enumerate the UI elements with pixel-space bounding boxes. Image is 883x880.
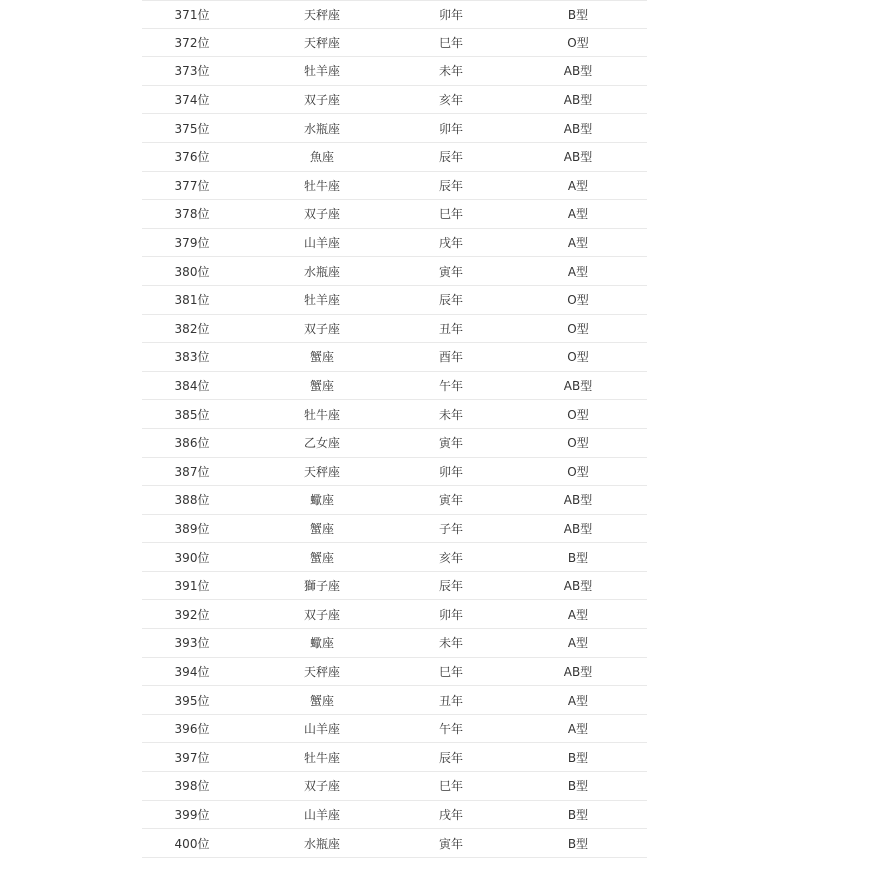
rank-cell: 381位 [174,293,210,308]
rank-cell: 373位 [174,64,210,79]
blood-type-cell: A型 [567,636,589,651]
zodiac-sign-cell: 天秤座 [303,664,340,679]
blood-type-cell: AB型 [563,64,593,79]
zodiac-sign-cell: 双子座 [303,321,340,336]
rank-cell: 393位 [174,636,210,651]
rank-cell: 382位 [174,321,210,336]
table-row [142,772,647,801]
zodiac-year-cell: 寅年 [438,436,463,451]
zodiac-year-cell: 未年 [438,64,463,79]
rank-cell: 398位 [174,779,210,794]
rank-cell: 399位 [174,807,210,822]
table-row [142,629,647,658]
zodiac-sign-cell: 双子座 [303,207,340,222]
rank-cell: 383位 [174,350,210,365]
table-row [142,29,647,58]
rank-cell: 374位 [174,93,210,108]
table-row [142,429,647,458]
zodiac-sign-cell: 魚座 [309,150,334,165]
rank-cell: 385位 [174,407,210,422]
rank-cell: 388位 [174,493,210,508]
blood-type-cell: A型 [567,607,589,622]
zodiac-year-cell: 未年 [438,407,463,422]
table-row [142,343,647,372]
zodiac-sign-cell: 天秤座 [303,7,340,22]
zodiac-sign-cell: 水瓶座 [303,121,340,136]
zodiac-sign-cell: 牡羊座 [303,64,340,79]
rank-cell: 400位 [174,836,210,851]
rank-cell: 372位 [174,35,210,50]
table-row [142,400,647,429]
blood-type-cell: A型 [567,236,589,251]
table-row [142,286,647,315]
table-row [142,658,647,687]
zodiac-year-cell: 亥年 [438,93,463,108]
zodiac-year-cell: 巳年 [438,779,463,794]
zodiac-year-cell: 巳年 [438,664,463,679]
rank-cell: 395位 [174,693,210,708]
rank-cell: 390位 [174,550,210,565]
table-row [142,829,647,858]
zodiac-year-cell: 寅年 [438,493,463,508]
zodiac-year-cell: 辰年 [438,579,463,594]
zodiac-sign-cell: 双子座 [303,779,340,794]
zodiac-year-cell: 辰年 [438,750,463,765]
table-row [142,515,647,544]
zodiac-year-cell: 辰年 [438,293,463,308]
zodiac-sign-cell: 牡牛座 [303,407,340,422]
blood-type-cell: AB型 [563,379,593,394]
zodiac-sign-cell: 蠍座 [309,493,334,508]
blood-type-cell: O型 [567,350,589,365]
ranking-table [142,0,647,858]
zodiac-sign-cell: 水瓶座 [303,836,340,851]
zodiac-year-cell: 午年 [438,722,463,737]
blood-type-cell: B型 [567,7,589,22]
rank-cell: 384位 [174,379,210,394]
rank-cell: 389位 [174,521,210,536]
table-row [142,86,647,115]
zodiac-year-cell: 丑年 [438,693,463,708]
blood-type-cell: A型 [567,722,589,737]
blood-type-cell: A型 [567,693,589,708]
rank-cell: 391位 [174,579,210,594]
zodiac-year-cell: 卯年 [438,607,463,622]
zodiac-year-cell: 寅年 [438,264,463,279]
table-row [142,686,647,715]
zodiac-sign-cell: 牡牛座 [303,178,340,193]
blood-type-cell: A型 [567,178,589,193]
rank-cell: 376位 [174,150,210,165]
table-row [142,715,647,744]
zodiac-sign-cell: 蟹座 [309,379,334,394]
zodiac-year-cell: 辰年 [438,150,463,165]
zodiac-year-cell: 戌年 [438,807,463,822]
rank-cell: 397位 [174,750,210,765]
zodiac-year-cell: 寅年 [438,836,463,851]
zodiac-sign-cell: 牡牛座 [303,750,340,765]
table-row [142,257,647,286]
zodiac-year-cell: 未年 [438,636,463,651]
zodiac-year-cell: 午年 [438,379,463,394]
table-row [142,600,647,629]
zodiac-sign-cell: 山羊座 [303,807,340,822]
blood-type-cell: O型 [567,407,589,422]
table-row [142,801,647,830]
zodiac-sign-cell: 蠍座 [309,636,334,651]
zodiac-sign-cell: 蟹座 [309,350,334,365]
blood-type-cell: O型 [567,321,589,336]
zodiac-sign-cell: 山羊座 [303,236,340,251]
rank-cell: 396位 [174,722,210,737]
zodiac-sign-cell: 天秤座 [303,464,340,479]
zodiac-year-cell: 卯年 [438,464,463,479]
zodiac-year-cell: 巳年 [438,35,463,50]
blood-type-cell: B型 [567,836,589,851]
table-row [142,229,647,258]
blood-type-cell: O型 [567,464,589,479]
rank-cell: 371位 [174,7,210,22]
table-row [142,200,647,229]
zodiac-sign-cell: 蟹座 [309,521,334,536]
table-row [142,743,647,772]
blood-type-cell: A型 [567,207,589,222]
rank-cell: 380位 [174,264,210,279]
zodiac-sign-cell: 牡羊座 [303,293,340,308]
table-row [142,315,647,344]
blood-type-cell: AB型 [563,93,593,108]
table-row [142,486,647,515]
zodiac-year-cell: 卯年 [438,121,463,136]
blood-type-cell: O型 [567,436,589,451]
zodiac-sign-cell: 双子座 [303,607,340,622]
zodiac-year-cell: 酉年 [438,350,463,365]
zodiac-year-cell: 巳年 [438,207,463,222]
table-row [142,143,647,172]
rank-cell: 377位 [174,178,210,193]
table-row [142,458,647,487]
zodiac-year-cell: 子年 [438,521,463,536]
blood-type-cell: AB型 [563,664,593,679]
blood-type-cell: AB型 [563,150,593,165]
rank-cell: 379位 [174,236,210,251]
blood-type-cell: B型 [567,807,589,822]
table-row [142,372,647,401]
zodiac-sign-cell: 蟹座 [309,693,334,708]
zodiac-year-cell: 卯年 [438,7,463,22]
zodiac-sign-cell: 乙女座 [303,436,340,451]
table-row [142,0,647,29]
rank-cell: 392位 [174,607,210,622]
blood-type-cell: AB型 [563,521,593,536]
rank-cell: 387位 [174,464,210,479]
table-row [142,172,647,201]
blood-type-cell: B型 [567,779,589,794]
zodiac-year-cell: 戌年 [438,236,463,251]
zodiac-sign-cell: 水瓶座 [303,264,340,279]
rank-cell: 394位 [174,664,210,679]
blood-type-cell: AB型 [563,579,593,594]
zodiac-sign-cell: 蟹座 [309,550,334,565]
blood-type-cell: B型 [567,550,589,565]
blood-type-cell: AB型 [563,493,593,508]
table-row [142,572,647,601]
zodiac-sign-cell: 双子座 [303,93,340,108]
blood-type-cell: B型 [567,750,589,765]
zodiac-sign-cell: 天秤座 [303,35,340,50]
table-row [142,543,647,572]
table-row [142,57,647,86]
blood-type-cell: AB型 [563,121,593,136]
rank-cell: 378位 [174,207,210,222]
zodiac-sign-cell: 山羊座 [303,722,340,737]
zodiac-year-cell: 辰年 [438,178,463,193]
rank-cell: 375位 [174,121,210,136]
blood-type-cell: O型 [567,35,589,50]
blood-type-cell: A型 [567,264,589,279]
zodiac-year-cell: 亥年 [438,550,463,565]
zodiac-sign-cell: 獅子座 [303,579,340,594]
zodiac-year-cell: 丑年 [438,321,463,336]
table-row [142,114,647,143]
blood-type-cell: O型 [567,293,589,308]
rank-cell: 386位 [174,436,210,451]
